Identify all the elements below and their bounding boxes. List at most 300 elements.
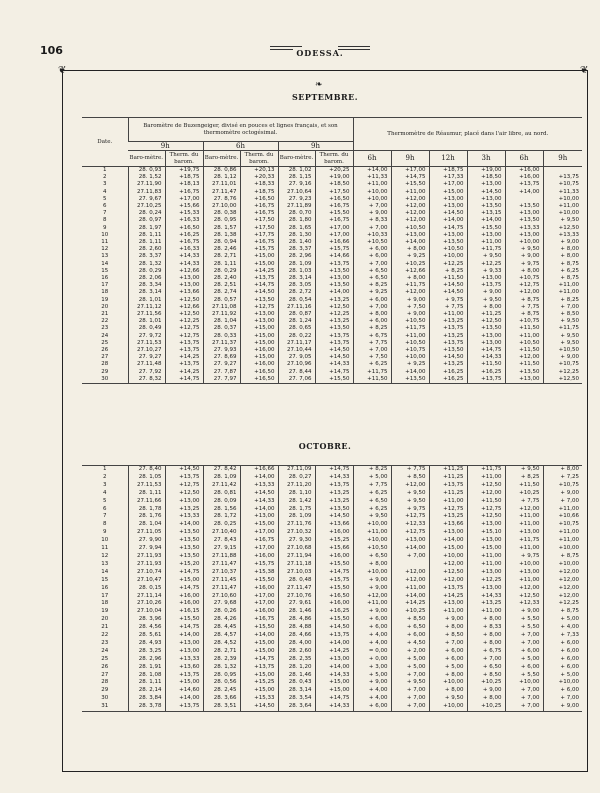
value-cell: +11,00 — [353, 600, 391, 608]
value-cell: 28. 0,48 — [278, 577, 315, 585]
day-cell: 15 — [101, 267, 109, 274]
value-cell: 28. 0,25 — [203, 521, 240, 529]
value-cell: 27. 9,68 — [203, 600, 240, 608]
day-cell: 17 — [101, 282, 109, 289]
value-cell: +11,00 — [353, 529, 391, 537]
value-cell: +10,00 — [353, 196, 391, 203]
value-cell: +11,50 — [505, 347, 543, 354]
value-cell: 28. 2,39 — [203, 656, 240, 664]
value-cell: +14,25 — [429, 593, 467, 601]
day-cell: 27 — [101, 671, 109, 678]
value-cell: +14,00 — [240, 632, 278, 640]
value-cell: + 9,00 — [429, 616, 467, 624]
value-cell: + 6,00 — [353, 616, 391, 624]
value-cell: 27.11,93 — [128, 553, 165, 561]
value-cell: +12,00 — [391, 577, 429, 585]
value-cell: +18,13 — [165, 181, 203, 188]
value-cell: + 6,00 — [353, 253, 391, 260]
day-cell: 4 — [103, 489, 107, 496]
value-cell: + 6,00 — [543, 640, 582, 648]
value-cell: + 8,00 — [391, 275, 429, 282]
value-cell: 27. 8,43 — [203, 537, 240, 545]
value-cell: +14,33 — [165, 253, 203, 260]
running-head-label: ODESSA. — [293, 48, 346, 58]
value-cell: +13,00 — [467, 340, 505, 347]
table-row — [82, 474, 582, 482]
value-cell: 28. 4,57 — [203, 632, 240, 640]
value-cell: +12,50 — [467, 482, 505, 490]
value-cell: + 8,00 — [467, 632, 505, 640]
value-cell — [505, 196, 543, 203]
day-cell: 18 — [101, 600, 109, 607]
value-cell: 28. 1,04 — [128, 521, 165, 529]
value-cell: + 8,00 — [543, 253, 582, 260]
value-cell: + 6,50 — [353, 553, 391, 561]
value-cell: +12,00 — [505, 506, 543, 514]
value-cell: 27.10,03 — [278, 569, 315, 577]
value-cell: +10,50 — [543, 347, 582, 354]
day-cell: 8 — [103, 521, 107, 528]
value-cell: +12,25 — [467, 577, 505, 585]
value-cell: + 9,25 — [353, 289, 391, 296]
value-cell: 28. 1,09 — [203, 474, 240, 482]
value-cell: +13,00 — [391, 537, 429, 545]
value-cell: +11,25 — [429, 474, 467, 482]
value-cell: 28. 1,80 — [278, 217, 315, 224]
day-cell: 9 — [103, 224, 107, 231]
corner-ornament-icon: ❦ — [58, 65, 67, 76]
value-cell: +14,00 — [391, 369, 429, 376]
value-cell: 28. 3,14 — [278, 275, 315, 282]
value-cell: +10,25 — [391, 608, 429, 616]
value-cell: 27.11,05 — [128, 529, 165, 537]
value-cell: +13,75 — [467, 376, 505, 384]
value-cell: +13,00 — [467, 275, 505, 282]
value-cell: 28. 1,11 — [128, 239, 165, 246]
day-cell: 25 — [101, 339, 109, 346]
value-cell: +11,00 — [543, 289, 582, 296]
value-cell: +12,25 — [165, 318, 203, 325]
value-cell: +14,25 — [240, 268, 278, 275]
table-row — [82, 600, 582, 608]
value-cell: +15,33 — [165, 210, 203, 217]
value-cell: +11,00 — [543, 282, 582, 289]
value-cell: +16,33 — [165, 246, 203, 253]
value-cell: 28. 3,78 — [128, 703, 165, 711]
value-cell: 28. 1,72 — [203, 513, 240, 521]
value-cell: 27. 9,05 — [278, 354, 315, 361]
value-cell: +12,25 — [315, 311, 353, 318]
value-cell: 27.10,00 — [203, 203, 240, 210]
day-cell: 10 — [101, 537, 109, 544]
value-cell: +15,00 — [240, 672, 278, 680]
day-cell: 14 — [101, 568, 109, 575]
value-cell: 28. 2,45 — [203, 687, 240, 695]
value-cell: +17,50 — [240, 217, 278, 224]
value-cell: +14,50 — [240, 289, 278, 296]
value-cell: +12,00 — [429, 561, 467, 569]
value-cell: = 0,00 — [353, 648, 391, 656]
value-cell: +14,25 — [391, 600, 429, 608]
thermo-hour-header: 12h — [429, 151, 467, 167]
table-row — [82, 189, 582, 196]
value-cell: +17,00 — [240, 545, 278, 553]
value-cell: 28. 0,94 — [203, 239, 240, 246]
table-row — [82, 577, 582, 585]
value-cell: + 9,50 — [467, 253, 505, 260]
value-cell: + 5,00 — [391, 664, 429, 672]
day-cell: 10 — [101, 231, 109, 238]
value-cell: + 5,00 — [543, 672, 582, 680]
baro-hour-header: 9h — [278, 142, 353, 151]
value-cell: +14,75 — [165, 376, 203, 384]
value-cell: +11,25 — [467, 311, 505, 318]
value-cell: +13,50 — [505, 203, 543, 210]
value-cell: +18,75 — [240, 189, 278, 196]
value-cell: +14,00 — [429, 217, 467, 224]
value-cell: 28. 1,11 — [128, 679, 165, 687]
value-cell: +11,00 — [353, 181, 391, 188]
value-cell: 28. 4,66 — [278, 632, 315, 640]
value-cell: +13,75 — [240, 664, 278, 672]
value-cell: +13,00 — [240, 513, 278, 521]
day-cell: 6 — [103, 505, 107, 512]
value-cell: + 3,00 — [353, 664, 391, 672]
value-cell: +14,75 — [315, 466, 353, 474]
value-cell: 28. 0,37 — [203, 325, 240, 332]
value-cell: +11,75 — [467, 246, 505, 253]
value-cell: +12,75 — [165, 325, 203, 332]
value-cell: 28. 3,37 — [128, 253, 165, 260]
value-cell: +16,50 — [315, 196, 353, 203]
value-cell: +13,66 — [165, 289, 203, 296]
value-cell: +16,75 — [165, 189, 203, 196]
day-cell: 2 — [103, 174, 107, 181]
value-cell: +11,00 — [543, 537, 582, 545]
section-title-september: SEPTEMBRE. — [291, 92, 359, 102]
value-cell: +12,66 — [391, 268, 429, 275]
table-row — [82, 253, 582, 260]
value-cell: 28. 3,54 — [278, 695, 315, 703]
value-cell: +12,25 — [543, 600, 582, 608]
value-cell: + 9,00 — [505, 608, 543, 616]
value-cell: + 4,00 — [543, 624, 582, 632]
value-cell: 27. 9,27 — [128, 354, 165, 361]
value-cell: +13,50 — [467, 203, 505, 210]
value-cell: +12,50 — [543, 225, 582, 232]
value-cell: +11,00 — [391, 189, 429, 196]
value-cell: + 9,00 — [543, 354, 582, 361]
value-cell: 27.10,44 — [278, 347, 315, 354]
value-cell: 27. 9,15 — [203, 545, 240, 553]
value-cell: +10,25 — [467, 703, 505, 711]
value-cell: +13,50 — [429, 239, 467, 246]
value-cell: +10,25 — [505, 490, 543, 498]
value-cell: +14,75 — [165, 585, 203, 593]
value-cell: + 8,00 — [467, 616, 505, 624]
value-cell: 28. 0,87 — [278, 311, 315, 318]
day-cell: 30 — [101, 695, 109, 702]
value-cell: +14,75 — [315, 369, 353, 376]
value-cell: +10,50 — [391, 340, 429, 347]
value-cell: +13,00 — [505, 232, 543, 239]
value-cell: 28. 4,93 — [128, 640, 165, 648]
value-cell: +16,00 — [240, 585, 278, 593]
value-cell: + 5,00 — [353, 474, 391, 482]
value-cell: 28. 1,42 — [278, 498, 315, 506]
value-cell: +14,50 — [467, 189, 505, 196]
value-cell: +13,00 — [505, 376, 543, 384]
value-cell: 27. 9,23 — [278, 196, 315, 203]
value-cell: +15,00 — [240, 253, 278, 260]
day-cell: 6 — [103, 203, 107, 210]
table-row — [82, 376, 582, 384]
table-row — [82, 246, 582, 253]
value-cell: +12,75 — [165, 482, 203, 490]
value-cell: +13,25 — [315, 498, 353, 506]
value-cell: +14,00 — [429, 537, 467, 545]
value-cell: + 7,00 — [467, 656, 505, 664]
value-cell: +14,75 — [315, 695, 353, 703]
value-cell: + 8,75 — [543, 275, 582, 282]
value-cell: 27. 9,93 — [203, 347, 240, 354]
day-cell: 29 — [101, 368, 109, 375]
value-cell: 28. 2,35 — [278, 656, 315, 664]
value-cell: +17,75 — [240, 232, 278, 239]
value-cell: +12,00 — [467, 490, 505, 498]
table-row — [82, 347, 582, 354]
value-cell: +13,50 — [315, 506, 353, 514]
value-cell: +13,33 — [543, 232, 582, 239]
value-cell: +13,00 — [467, 537, 505, 545]
table-row — [82, 196, 582, 203]
day-cell: 30 — [101, 375, 109, 382]
value-cell: +14,33 — [240, 498, 278, 506]
table-row — [82, 585, 582, 593]
value-cell: 27.11,18 — [278, 561, 315, 569]
value-cell: +10,50 — [353, 239, 391, 246]
value-cell: +13,50 — [429, 347, 467, 354]
table-row — [82, 217, 582, 224]
value-cell: 28. 0,24 — [128, 210, 165, 217]
value-cell: 28. 2,40 — [203, 275, 240, 282]
value-cell: 28. 2,72 — [278, 289, 315, 296]
value-cell: 27.11,88 — [203, 553, 240, 561]
day-cell: 11 — [101, 239, 109, 246]
october-table — [82, 465, 582, 712]
value-cell: +10,75 — [391, 347, 429, 354]
day-cell: 27 — [101, 354, 109, 361]
value-cell: 27.10,47 — [128, 577, 165, 585]
value-cell: 28. 1,65 — [278, 225, 315, 232]
value-cell: +16,25 — [429, 369, 467, 376]
value-cell: + 8,75 — [505, 311, 543, 318]
value-cell: +10,00 — [353, 537, 391, 545]
table-row — [82, 490, 582, 498]
value-cell: + 5,00 — [543, 616, 582, 624]
value-cell: 28. 1,11 — [128, 232, 165, 239]
value-cell: +13,15 — [467, 210, 505, 217]
value-cell: +13,50 — [391, 376, 429, 384]
value-cell: 28. 4,88 — [278, 624, 315, 632]
value-cell: +14,75 — [165, 624, 203, 632]
value-cell: +11,00 — [543, 203, 582, 210]
value-cell: +19,75 — [165, 167, 203, 175]
value-cell: +14,25 — [165, 354, 203, 361]
value-cell: 27.11,92 — [203, 311, 240, 318]
value-cell: + 7,00 — [505, 703, 543, 711]
value-cell: + 6,00 — [543, 687, 582, 695]
date-header: Date. — [82, 118, 128, 167]
value-cell: 28. 1,40 — [278, 239, 315, 246]
value-cell: +13,25 — [429, 513, 467, 521]
value-cell: +11,50 — [353, 376, 391, 384]
value-cell: +16,00 — [240, 553, 278, 561]
value-cell: +11,75 — [391, 282, 429, 289]
value-cell: +14,33 — [467, 354, 505, 361]
value-cell: + 7,00 — [543, 695, 582, 703]
value-cell: +16,00 — [240, 361, 278, 368]
value-cell: 27.11,48 — [128, 361, 165, 368]
value-cell: 28. 3,05 — [278, 282, 315, 289]
table-row — [82, 545, 582, 553]
value-cell: +12,50 — [467, 513, 505, 521]
value-cell: 28. 2,71 — [203, 253, 240, 260]
value-cell: + 9,75 — [505, 553, 543, 561]
value-cell: +10,00 — [505, 561, 543, 569]
value-cell: 27. 7,92 — [128, 369, 165, 376]
day-cell: 2 — [103, 473, 107, 480]
value-cell: 28. 0,27 — [278, 474, 315, 482]
day-cell: 22 — [101, 318, 109, 325]
day-cell: 22 — [101, 632, 109, 639]
value-cell: + 8,00 — [467, 304, 505, 311]
value-cell: 28. 1,10 — [278, 490, 315, 498]
value-cell: + 6,00 — [353, 318, 391, 325]
value-cell: +16,75 — [240, 616, 278, 624]
value-cell: + 7,00 — [353, 347, 391, 354]
table-row — [82, 608, 582, 616]
value-cell: + 9,50 — [543, 340, 582, 347]
value-cell: +12,50 — [429, 569, 467, 577]
value-cell: +10,25 — [467, 679, 505, 687]
value-cell: + 6,00 — [543, 664, 582, 672]
value-cell: +14,00 — [165, 632, 203, 640]
day-cell: 21 — [101, 311, 109, 318]
value-cell: + 7,00 — [353, 203, 391, 210]
value-cell: 28. 1,09 — [278, 513, 315, 521]
value-cell: +13,50 — [315, 325, 353, 332]
value-cell: + 6,00 — [391, 632, 429, 640]
value-cell: 28. 0,56 — [203, 679, 240, 687]
table-row — [82, 203, 582, 210]
value-cell: +12,75 — [505, 282, 543, 289]
value-cell: +13,50 — [505, 217, 543, 224]
value-cell: +16,50 — [240, 376, 278, 384]
table-row — [82, 311, 582, 318]
value-cell: +16,00 — [165, 600, 203, 608]
table-row — [82, 282, 582, 289]
value-cell: + 8,75 — [543, 608, 582, 616]
value-cell: + 2,00 — [391, 648, 429, 656]
value-cell: +12,50 — [467, 318, 505, 325]
value-cell: +16,50 — [240, 369, 278, 376]
value-cell: + 8,00 — [543, 466, 582, 474]
value-cell: +11,00 — [391, 333, 429, 340]
value-cell: 28. 0,81 — [203, 490, 240, 498]
table-row — [82, 369, 582, 376]
value-cell: + 8,00 — [429, 624, 467, 632]
value-cell: +14,75 — [165, 569, 203, 577]
value-cell: +13,75 — [429, 482, 467, 490]
value-cell: +12,66 — [165, 304, 203, 311]
value-cell: +13,00 — [165, 282, 203, 289]
value-cell: +13,75 — [429, 585, 467, 593]
table-row — [82, 624, 582, 632]
value-cell: +13,75 — [165, 672, 203, 680]
value-cell: +11,75 — [353, 369, 391, 376]
value-cell: 28. 1,91 — [128, 664, 165, 672]
value-cell: +13,33 — [240, 482, 278, 490]
value-cell: 28. 1,76 — [128, 513, 165, 521]
therm-col-header: Therm. du barom. — [240, 151, 278, 167]
value-cell: 27. 8,76 — [203, 196, 240, 203]
value-cell: +12,33 — [505, 600, 543, 608]
value-cell: + 7,25 — [543, 474, 582, 482]
day-cell: 1 — [103, 167, 107, 173]
value-cell: + 9,00 — [353, 210, 391, 217]
value-cell: 27. 7,87 — [203, 369, 240, 376]
value-cell: 28. 3,37 — [278, 246, 315, 253]
value-cell: +13,75 — [165, 361, 203, 368]
value-cell: + 7,00 — [391, 695, 429, 703]
value-cell: 27.10,64 — [278, 189, 315, 196]
value-cell: +13,75 — [165, 703, 203, 711]
value-cell: +13,25 — [315, 297, 353, 304]
value-cell: +14,00 — [315, 664, 353, 672]
value-cell: +12,75 — [240, 304, 278, 311]
baro-col-header: Baro-mètre. — [128, 151, 165, 167]
value-cell: +15,00 — [467, 545, 505, 553]
value-cell: 28. 2,60 — [128, 246, 165, 253]
table-row — [82, 537, 582, 545]
value-cell: +12,75 — [467, 506, 505, 514]
day-cell: 24 — [101, 332, 109, 339]
value-cell: +15,75 — [315, 577, 353, 585]
value-cell: + 9,00 — [505, 253, 543, 260]
value-cell: + 7,00 — [353, 225, 391, 232]
value-cell: + 6,50 — [467, 664, 505, 672]
value-cell: +14,75 — [315, 569, 353, 577]
table-row — [82, 703, 582, 711]
value-cell: +15,20 — [165, 561, 203, 569]
value-cell: + 9,50 — [505, 466, 543, 474]
value-cell: 27.10,68 — [278, 545, 315, 553]
value-cell: +16,00 — [315, 529, 353, 537]
value-cell: 28. 3,64 — [278, 703, 315, 711]
value-cell: +15,50 — [315, 561, 353, 569]
value-cell: +13,33 — [165, 656, 203, 664]
value-cell: +16,15 — [165, 608, 203, 616]
value-cell: + 7,00 — [505, 695, 543, 703]
value-cell: +12,50 — [165, 297, 203, 304]
value-cell: +13,00 — [467, 333, 505, 340]
value-cell: +16,00 — [315, 553, 353, 561]
value-cell: 28. 4,86 — [278, 616, 315, 624]
value-cell: 27.11,45 — [203, 577, 240, 585]
value-cell: + 7,75 — [353, 340, 391, 347]
value-cell: +10,00 — [543, 561, 582, 569]
